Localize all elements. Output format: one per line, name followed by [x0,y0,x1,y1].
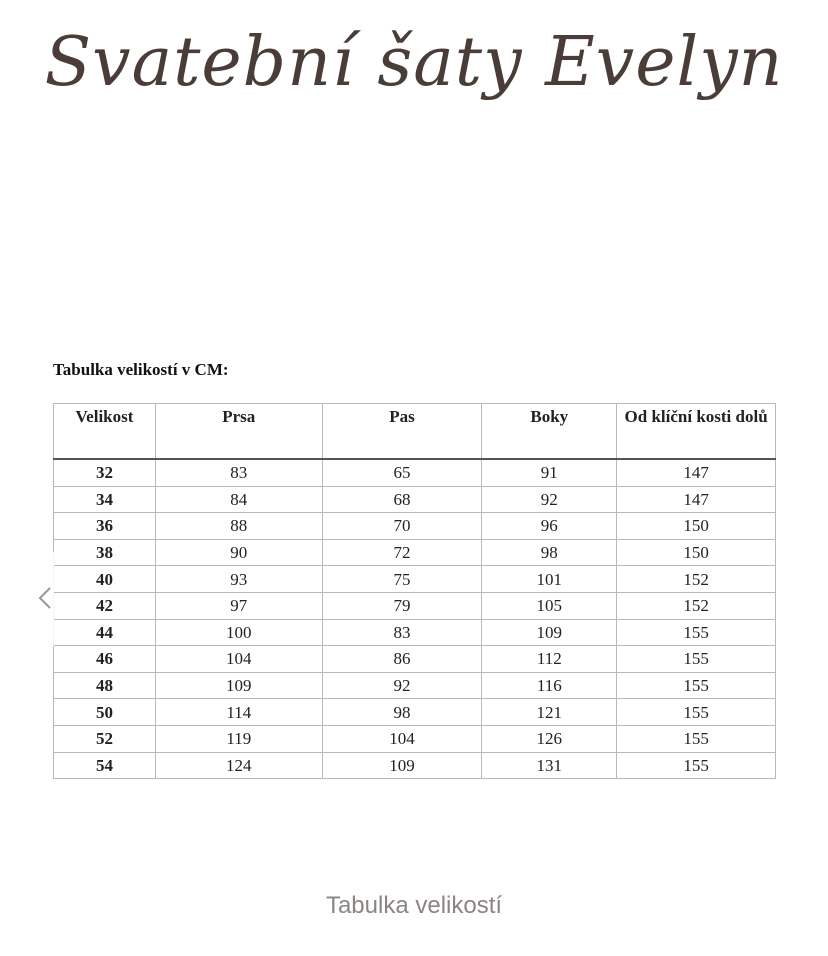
cell-bust: 104 [155,646,322,673]
cell-waist: 79 [322,592,482,619]
cell-bust: 109 [155,672,322,699]
cell-hips: 96 [482,513,617,540]
table-row [54,486,776,513]
cell-waist: 98 [322,699,482,726]
cell-waist: 104 [322,725,482,752]
cell-waist: 75 [322,566,482,593]
page-title: Svatební šaty Evelyn [44,23,784,102]
cell-hips: 98 [482,539,617,566]
cell-bust: 114 [155,699,322,726]
table-row [54,725,776,752]
cell-size: 42 [54,592,156,619]
cell-waist: 68 [322,486,482,513]
cell-hips: 92 [482,486,617,513]
column-header-waist: Pas [322,404,482,460]
cell-bust: 84 [155,486,322,513]
size-table-body [54,459,776,779]
cell-length: 155 [617,752,776,779]
chevron-left-icon[interactable] [38,586,52,610]
cell-length: 155 [617,699,776,726]
cell-waist: 65 [322,459,482,486]
cell-hips: 112 [482,646,617,673]
cell-bust: 100 [155,619,322,646]
cell-hips: 101 [482,566,617,593]
cell-waist: 109 [322,752,482,779]
size-table [53,403,776,779]
cell-waist: 70 [322,513,482,540]
cell-size: 40 [54,566,156,593]
cell-bust: 124 [155,752,322,779]
table-row [54,539,776,566]
cell-size: 50 [54,699,156,726]
cell-waist: 83 [322,619,482,646]
cell-size: 48 [54,672,156,699]
cell-bust: 119 [155,725,322,752]
table-row [54,513,776,540]
column-header-bust: Prsa [155,404,322,460]
cell-waist: 86 [322,646,482,673]
cell-hips: 109 [482,619,617,646]
cell-length: 147 [617,486,776,513]
gallery-prev-button[interactable] [0,552,54,646]
cell-bust: 88 [155,513,322,540]
table-row [54,566,776,593]
cell-bust: 83 [155,459,322,486]
table-row [54,619,776,646]
column-header-hips: Boky [482,404,617,460]
size-table-caption: Tabulka velikostí v CM: [53,360,229,379]
cell-hips: 91 [482,459,617,486]
table-row [54,646,776,673]
cell-hips: 121 [482,699,617,726]
cell-bust: 90 [155,539,322,566]
cell-length: 152 [617,592,776,619]
cell-hips: 131 [482,752,617,779]
cell-waist: 92 [322,672,482,699]
table-row [54,672,776,699]
cell-size: 46 [54,646,156,673]
table-header-row [54,404,776,460]
cell-length: 152 [617,566,776,593]
cell-hips: 105 [482,592,617,619]
table-row [54,459,776,486]
cell-length: 155 [617,725,776,752]
cell-length: 150 [617,539,776,566]
cell-size: 32 [54,459,156,486]
cell-length: 155 [617,646,776,673]
cell-length: 150 [617,513,776,540]
cell-bust: 93 [155,566,322,593]
cell-hips: 116 [482,672,617,699]
cell-size: 52 [54,725,156,752]
cell-bust: 97 [155,592,322,619]
column-header-length: Od klíční kosti dolů [617,404,776,460]
cell-size: 38 [54,539,156,566]
cell-size: 54 [54,752,156,779]
cell-length: 147 [617,459,776,486]
cell-waist: 72 [322,539,482,566]
cell-length: 155 [617,672,776,699]
cell-size: 44 [54,619,156,646]
cell-hips: 126 [482,725,617,752]
cell-size: 36 [54,513,156,540]
cell-size: 34 [54,486,156,513]
image-caption: Tabulka velikostí [325,892,503,919]
table-row [54,592,776,619]
cell-length: 155 [617,619,776,646]
table-row [54,699,776,726]
table-row [54,752,776,779]
column-header-size: Velikost [54,404,156,460]
